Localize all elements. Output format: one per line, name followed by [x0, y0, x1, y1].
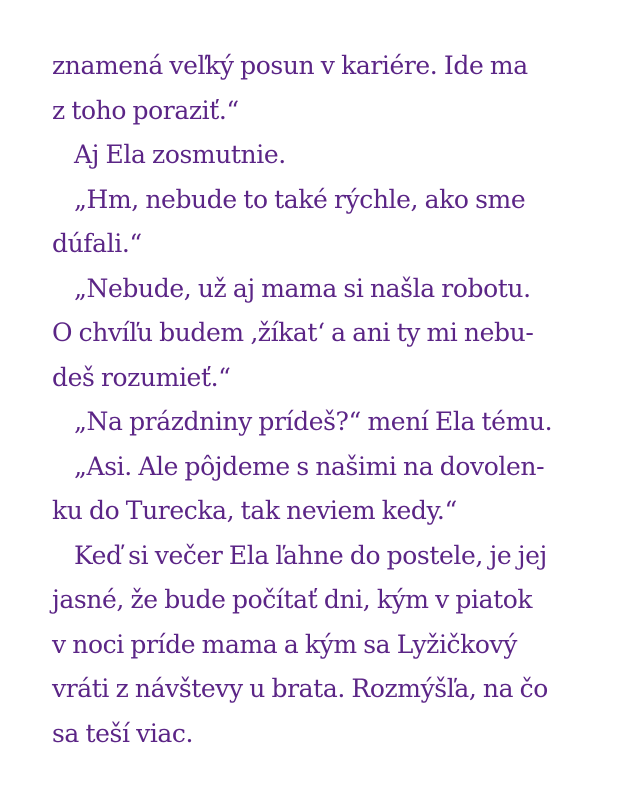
- text-line: „Hm, nebude to také rýchle, ako sme: [74, 184, 526, 214]
- text-line: „Na prázdniny prídeš?“ mení Ela tému.: [74, 407, 553, 436]
- text-line: jasné, že bude počítať dni, kým v piatok: [52, 585, 533, 614]
- text-line: ku do Turecka, tak neviem kedy.“: [52, 496, 457, 525]
- text-line: „Asi. Ale pôjdeme s našimi na dovolen-: [74, 451, 545, 481]
- text-line: deš rozumieť.“: [52, 362, 231, 392]
- text-line: Keď si večer Ela ľahne do postele, je jej: [74, 540, 547, 570]
- text-line: z toho poraziť.“: [52, 95, 239, 125]
- text-line: vráti z návštevy u brata. Rozmýšľa, na čo: [52, 674, 548, 703]
- text-line: v noci príde mama a kým sa Lyžičkový: [52, 629, 517, 659]
- text-line: „Nebude, už aj mama si našla robotu.: [74, 273, 531, 303]
- text-line: znamená veľký posun v kariére. Ide ma: [52, 51, 528, 80]
- body-text: [52, 44, 612, 756]
- text-line: Aj Ela zosmutnie.: [74, 140, 286, 169]
- text-line: O chvíľu budem ‚žíkat‘ a ani ty mi nebu-: [52, 318, 534, 347]
- text-line: dúfali.“: [52, 229, 142, 258]
- text-line: sa teší viac.: [52, 718, 194, 748]
